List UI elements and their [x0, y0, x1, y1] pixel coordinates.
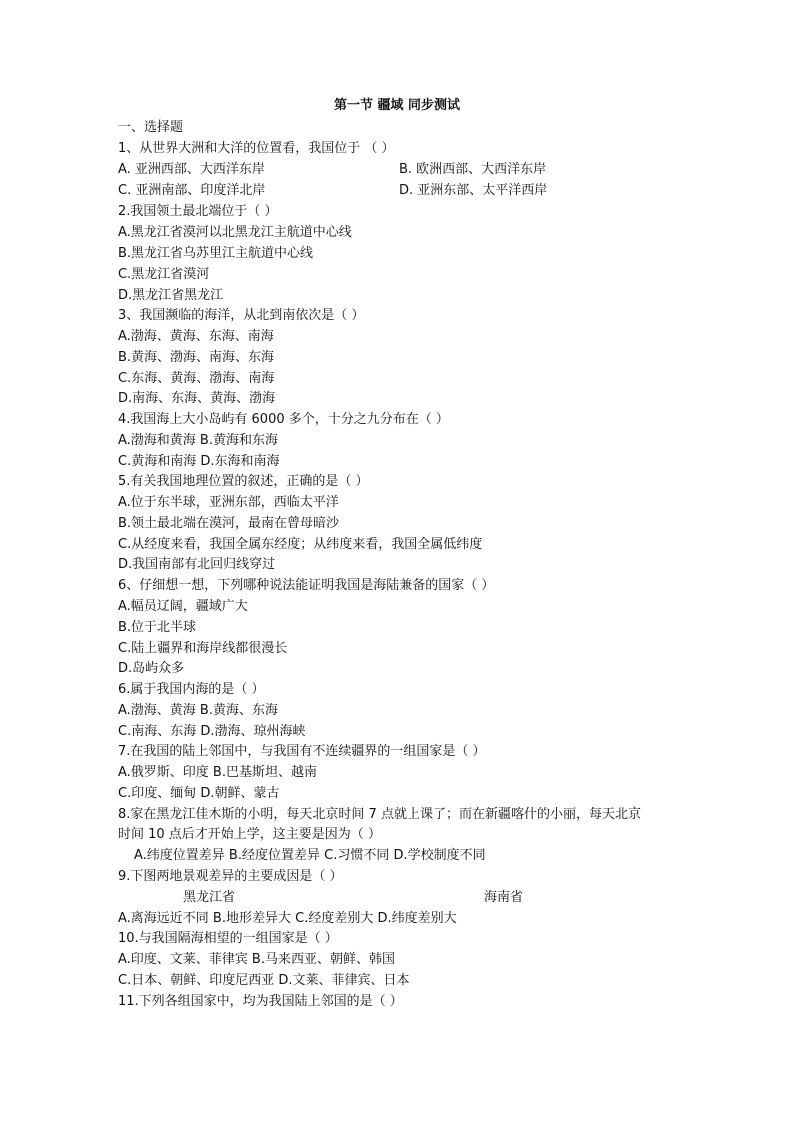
- question-3-option-b: B.黄海、渤海、南海、东海: [118, 350, 275, 365]
- question-7-stem: 7.在我国的陆上邻国中，与我国有不连续疆界的一组国家是（ ）: [118, 744, 486, 759]
- section-heading: 一、选择题: [118, 120, 184, 135]
- question-6a-option-d: D.岛屿众多: [118, 661, 185, 676]
- question-6a-option-c: C.陆上疆界和海岸线都很漫长: [118, 641, 288, 656]
- question-5-option-c: C.从经度来看，我国全属东经度；从纬度来看，我国全属低纬度: [118, 537, 483, 552]
- question-6a-stem: 6、仔细想一想，下列哪种说法能证明我国是海陆兼备的国家（ ）: [118, 578, 495, 593]
- question-6b-options-cd: C.南海、东海 D.渤海、琼州海峡: [118, 724, 306, 739]
- question-5-stem: 5.有关我国地理位置的叙述，正确的是（ ）: [118, 474, 369, 489]
- question-4-options-cd: C.黄海和南海 D.东海和南海: [118, 454, 280, 469]
- question-3-option-a: A.渤海、黄海、东海、南海: [118, 329, 274, 344]
- question-6b-options-ab: A.渤海、黄海 B.黄海、东海: [118, 703, 278, 718]
- question-7-options-cd: C.印度、缅甸 D.朝鲜、蒙古: [118, 786, 280, 801]
- question-9-options: A.离海远近不同 B.地形差异大 C.经度差别大 D.纬度差别大: [118, 911, 457, 926]
- question-8-stem-line-1: 8.家在黑龙江佳木斯的小明，每天北京时间 7 点就上课了；而在新疆喀什的小丽，每天北京: [118, 807, 641, 822]
- question-2-option-b: B.黑龙江省乌苏里江主航道中心线: [118, 246, 314, 261]
- question-3-option-d: D.南海、东海、黄海、渤海: [118, 391, 276, 406]
- question-8-stem-line-2: 时间 10 点后才开始上学，这主要是因为（ ）: [118, 827, 381, 842]
- question-1-option-d: D. 亚洲东部、太平洋西岸: [399, 183, 548, 198]
- question-11-stem: 11.下列各组国家中，均为我国陆上邻国的是（ ）: [118, 994, 403, 1009]
- question-7-options-ab: A.俄罗斯、印度 B.巴基斯坦、越南: [118, 765, 317, 780]
- question-5-option-d: D.我国南部有北回归线穿过: [118, 557, 276, 572]
- question-8-options: A.纬度位置差异 B.经度位置差异 C.习惯不同 D.学校制度不同: [134, 848, 486, 863]
- question-1-option-a: A. 亚洲西部、大西洋东岸: [118, 162, 265, 177]
- page-title: 第一节 疆域 同步测试: [333, 98, 461, 113]
- question-6a-option-a: A.幅员辽阔，疆域广大: [118, 599, 248, 614]
- question-3-option-c: C.东海、黄海、渤海、南海: [118, 371, 275, 386]
- question-1-option-c: C. 亚洲南部、印度洋北岸: [118, 183, 266, 198]
- question-2-option-a: A.黑龙江省漠河以北黑龙江主航道中心线: [118, 225, 352, 240]
- question-4-options-ab: A.渤海和黄海 B.黄海和东海: [118, 433, 278, 448]
- question-3-stem: 3、我国濒临的海洋，从北到南依次是（ ）: [118, 308, 365, 323]
- question-10-stem: 10.与我国隔海相望的一组国家是（ ）: [118, 931, 338, 946]
- question-5-option-b: B.领土最北端在漠河，最南在曾母暗沙: [118, 516, 340, 531]
- question-9-label-heilongjiang: 黑龙江省: [183, 890, 236, 905]
- question-9-stem: 9.下图两地景观差异的主要成因是（ ）: [118, 869, 343, 884]
- question-6b-stem: 6.属于我国内海的是（ ）: [118, 682, 265, 697]
- question-2-option-d: D.黑龙江省黑龙江: [118, 288, 224, 303]
- question-10-options-ab: A.印度、文莱、菲律宾 B.马来西亚、朝鲜、韩国: [118, 952, 395, 967]
- question-2-stem: 2.我国领土最北端位于（ ）: [118, 204, 278, 219]
- question-1-option-b: B. 欧洲西部、大西洋东岸: [399, 162, 547, 177]
- question-5-option-a: A.位于东半球，亚洲东部，西临太平洋: [118, 495, 339, 510]
- question-10-options-cd: C.日本、朝鲜、印度尼西亚 D.文莱、菲律宾、日本: [118, 973, 410, 988]
- question-6a-option-b: B.位于北半球: [118, 620, 197, 635]
- question-9-label-hainan: 海南省: [484, 890, 524, 905]
- question-4-stem: 4.我国海上大小岛屿有 6000 多个，十分之九分布在（ ）: [118, 412, 449, 427]
- question-2-option-c: C.黑龙江省漠河: [118, 267, 210, 282]
- question-1-stem: 1、从世界大洲和大洋的位置看，我国位于 （ ）: [118, 141, 395, 156]
